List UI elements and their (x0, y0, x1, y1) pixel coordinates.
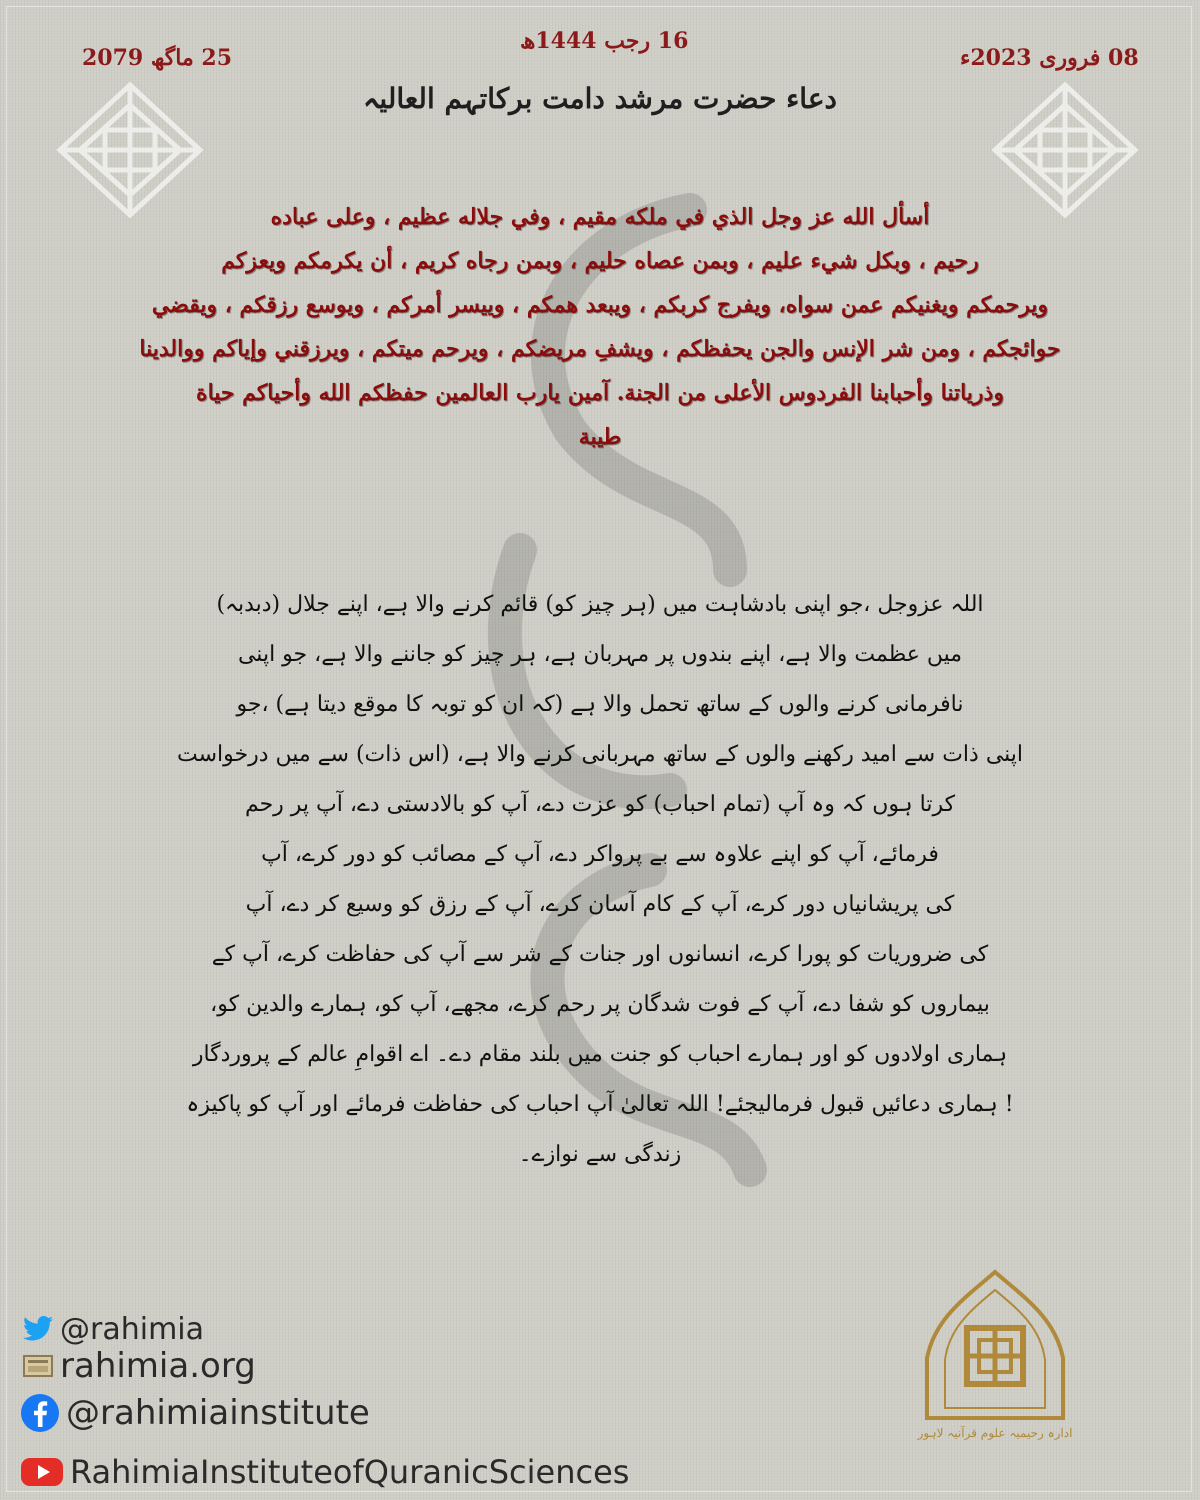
urdu-line: زندگی سے نوازے۔ (518, 1142, 682, 1167)
date-hijri: 16 رجب 1444ھ (520, 28, 689, 54)
urdu-line: اللہ عزوجل ،جو اپنی بادشاہت میں (ہر چیز کو) قائم کرنے والا ہے، اپنے جلال (دبدبہ) (216, 592, 984, 617)
arabic-line: حوائجكم ، ومن شر الإنس والجن يحفظكم ، ويشفِ مريضكم ، ويرحم ميتكم ، ويرزقني وإياكم ووالدينا (139, 336, 1061, 362)
arabic-line: أسأل الله عز وجل الذي في ملكه مقيم ، وفي جلاله عظيم ، وعلى عباده (270, 204, 930, 230)
twitter-handle: @rahimia (60, 1311, 205, 1347)
urdu-line: اپنی ذات سے امید رکھنے والوں کے ساتھ مہربانی کرنے والا ہے، (اس ذات) سے میں درخواست (176, 742, 1024, 767)
page-title: دعاء حضرت مرشد دامت برکاتہم العالیہ (362, 82, 838, 115)
arabic-line: طيبة (578, 424, 622, 450)
web-icon (22, 1353, 54, 1379)
website-url: rahimia.org (60, 1346, 256, 1386)
urdu-line: ! ہماری دعائیں قبول فرمالیجئے! اللہ تعالیٰ آپ احباب کی حفاظت فرمائے اور آپ کو پاکیزہ (186, 1092, 1014, 1117)
date-gregorian: 08 فروری 2023ء (960, 45, 1139, 71)
youtube-channel: RahimiaInstituteofQuranicSciences (70, 1453, 630, 1491)
arabic-line: وذرياتنا وأحبابنا الفردوس الأعلى من الجنة. آمين يارب العالمين حفظكم الله وأحياكم حياة (196, 380, 1004, 406)
urdu-translation (170, 580, 1030, 1180)
facebook-handle: @rahimiainstitute (66, 1393, 370, 1433)
website-link[interactable] (22, 1342, 256, 1390)
arabic-dua (80, 195, 1120, 459)
twitter-icon (22, 1315, 54, 1343)
date-bikrami: 25 ماگھ 2079 (82, 45, 233, 71)
rahimia-logo (905, 1268, 1085, 1428)
facebook-link[interactable] (20, 1389, 370, 1437)
logo-caption: ادارہ رحیمیہ علوم قرآنیہ لاہور (917, 1426, 1073, 1440)
urdu-line: نافرمانی کرنے والوں کے ساتھ تحمل والا ہے (کہ ان کو توبہ کا موقع دیتا ہے) ،جو (236, 692, 964, 717)
youtube-icon (20, 1456, 64, 1488)
arabic-line: رحيم ، وبكل شيء عليم ، وبمن عصاه حليم ، وبمن رجاه كريم ، أن يكرمكم ويعزكم (221, 248, 979, 274)
urdu-line: بیماروں کو شفا دے، آپ کے فوت شدگان پر رحم کرے، مجھے، آپ کو، ہمارے والدین کو، (210, 992, 990, 1017)
facebook-icon (20, 1393, 60, 1433)
urdu-line: کی پریشانیاں دور کرے، آپ کے کام آسان کرے، آپ کے رزق کو وسیع کر دے، آپ (245, 892, 955, 917)
urdu-line: میں عظمت والا ہے، اپنے بندوں پر مہربان ہے، ہر چیز کو جاننے والا ہے، جو اپنی (237, 642, 963, 667)
urdu-line: ہماری اولادوں کو اور ہمارے احباب کو جنت میں بلند مقام دے۔ اے اقوامِ عالم کے پروردگار (192, 1042, 1008, 1067)
youtube-link[interactable] (20, 1448, 629, 1496)
urdu-line: فرمائے، آپ کو اپنے علاوہ سے بے پرواکر دے، آپ کے مصائب کو دور کرے، آپ (261, 842, 939, 867)
urdu-line: کی ضروریات کو پورا کرے، انسانوں اور جنات کے شر سے آپ کی حفاظت کرے، آپ کے (211, 942, 989, 967)
arabic-line: ويرحمكم ويغنيكم عمن سواه، ويفرج كربكم ، ويبعد همكم ، وييسر أمركم ، ويوسع رزقكم ، ويقضي (151, 292, 1049, 318)
urdu-line: کرتا ہوں کہ وہ آپ (تمام احباب) کو عزت دے، آپ کو بالادستی دے، آپ پر رحم (244, 792, 956, 817)
